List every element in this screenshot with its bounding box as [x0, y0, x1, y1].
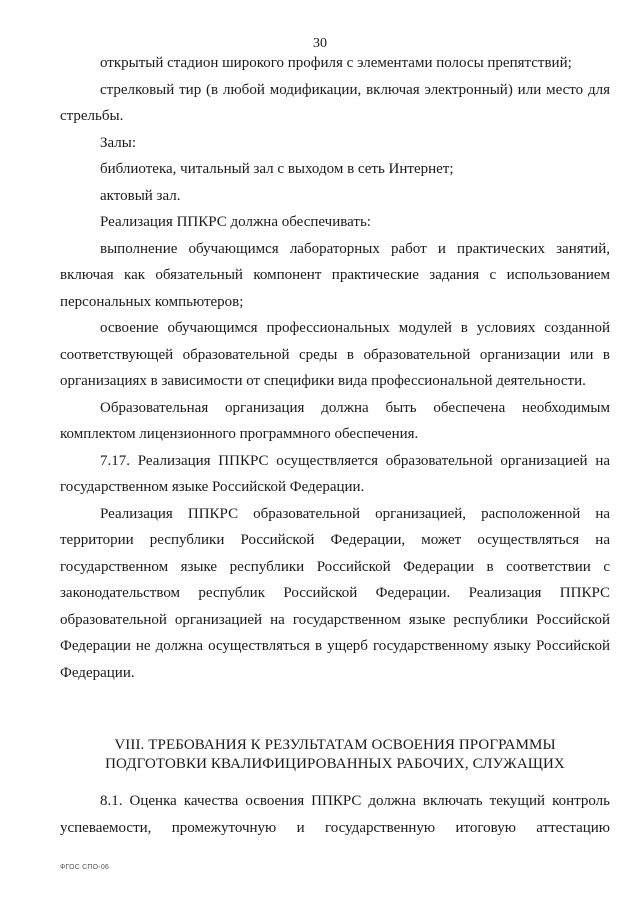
paragraph-lab-work: выполнение обучающимся лабораторных работ и практических занятий, включая как обязательный компонент практические задания с использованием персональных компьютеров;	[60, 240, 610, 310]
section-heading	[60, 736, 610, 774]
paragraph-8-1: 8.1. Оценка качества освоения ППКРС должна включать текущий контроль успеваемости, промежуточную и государственную итоговую аттестацию	[60, 793, 610, 836]
paragraph-assembly-hall: актовый зал.	[100, 187, 181, 204]
paragraph-shooting-range: стрелковый тир (в любой модификации, включая электронный) или место для стрельбы.	[60, 81, 610, 124]
paragraph-library: библиотека, читальный зал с выходом в сеть Интернет;	[100, 161, 454, 177]
paragraph-modules: освоение обучающимся профессиональных модулей в условиях созданной соответствующей образовательной среды в образовательной организации или в организациях в зависимости от специфики вида профессиональной деятельности.	[60, 320, 610, 389]
paragraph-stadium: открытый стадион широкого профиля с элементами полосы препятствий;	[100, 55, 572, 71]
footer-label: ФГОС СПО-06	[60, 864, 110, 871]
page-number: 30	[313, 36, 327, 51]
paragraph-republic-language: Реализация ППКРС образовательной организацией, расположенной на территории республики Российской Федерации, может осуществляться на государственном языке республики Российской Федерации в соответствии с законодательством республик Российской Федерации. Реализация ППКРС образовательной организацией на государственном языке республики Российской Федерации не должна осуществляться в ущерб государственному языку Российской Федерации.	[60, 505, 610, 681]
paragraph-implementation: Реализация ППКРС должна обеспечивать:	[100, 214, 371, 230]
section-body	[60, 788, 610, 841]
paragraph-7-17: 7.17. Реализация ППКРС осуществляется образовательной организацией на государственном языке Российской Федерации.	[60, 452, 610, 495]
section-heading-line2: ПОДГОТОВКИ КВАЛИФИЦИРОВАННЫХ РАБОЧИХ, СЛУЖАЩИХ	[105, 756, 565, 772]
document-body	[60, 50, 610, 686]
section-heading-line1: VIII. ТРЕБОВАНИЯ К РЕЗУЛЬТАТАМ ОСВОЕНИЯ ПРОГРАММЫ	[114, 737, 556, 753]
paragraph-halls: Залы:	[100, 134, 137, 151]
paragraph-software: Образовательная организация должна быть обеспечена необходимым комплектом лицензионного программного обеспечения.	[60, 399, 610, 442]
